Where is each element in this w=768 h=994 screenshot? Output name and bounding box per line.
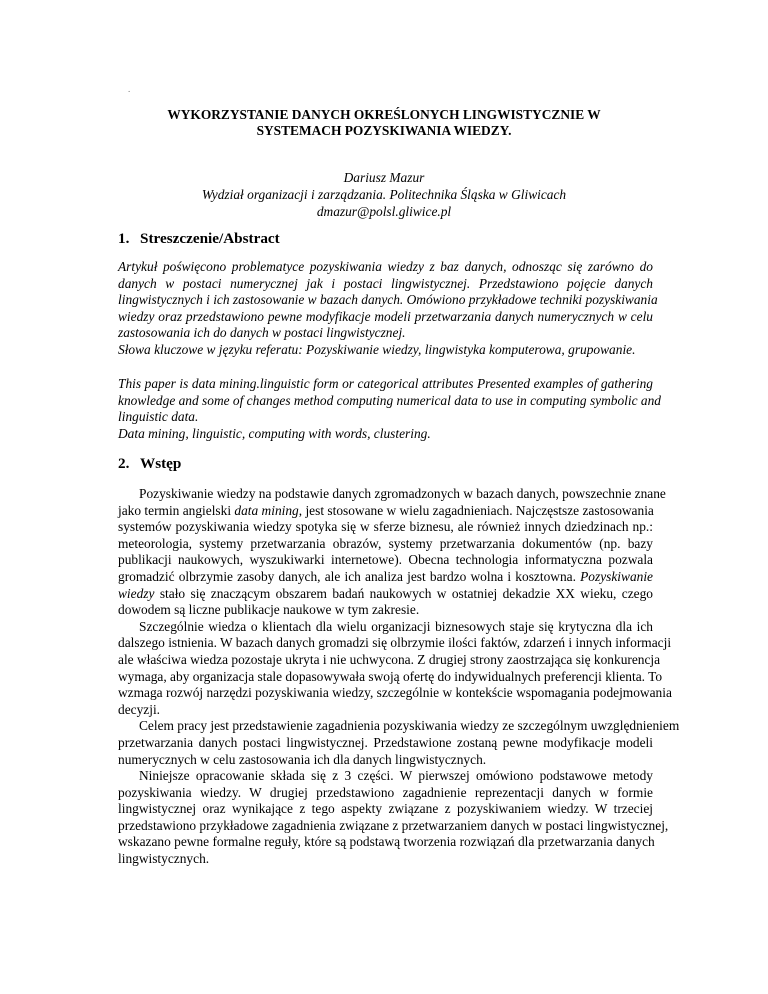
text-run: , jest stosowane w wielu zagadnieniach. Najczęstsze zastosowania	[298, 502, 654, 518]
term-pozyskiwanie: Pozyskiwanie	[580, 568, 653, 584]
author-block	[80, 169, 688, 220]
abstract-line: linguistic data.	[118, 409, 199, 425]
paragraph-line	[118, 586, 653, 603]
title-line: WYKORZYSTANIE DANYCH OKREŚLONYCH LINGWISTYCZNIE W	[167, 107, 601, 122]
paragraph-line: Celem pracy jest przedstawienie zagadnienia pozyskiwania wiedzy ze szczególnym uwzględnieniem	[139, 718, 680, 734]
paragraph-line: dowodem są liczne publikacje naukowe w tym zakresie.	[118, 602, 420, 618]
paragraph-line	[118, 569, 653, 586]
abstract-line: lingwistycznych i ich zastosowanie w bazach danych. Omówiono przykładowe techniki pozyskiwania	[118, 292, 658, 308]
paragraph-line: wskazano pewne formalne reguły, które są podstawą tworzenia rozwiązań dla przetwarzania danych	[118, 834, 655, 850]
author-name: Dariusz Mazur	[343, 170, 425, 185]
abstract-english	[118, 376, 661, 442]
text-run: stało się znaczącym obszarem badań naukowych w ostatniej dekadzie XX wieku, czego	[154, 585, 653, 601]
paper-title	[80, 107, 688, 139]
abstract-line: knowledge and some of changes method computing numerical data to use in computing symbolic and	[118, 392, 661, 408]
section-title: Wstęp	[140, 455, 182, 472]
section-number: 2.	[118, 455, 130, 472]
paragraph-line: przedstawiono przykładowe zagadnienia związane z przetwarzaniem danych w postaci lingwistycznej,	[118, 817, 669, 833]
paragraph-line: decyzji.	[118, 701, 161, 717]
page-marker: .	[128, 84, 131, 94]
term-wiedzy: wiedzy	[118, 585, 155, 601]
abstract-polish	[118, 259, 658, 359]
intro-body	[118, 486, 680, 868]
abstract-line: Artykuł poświęcono problematyce pozyskiwania wiedzy z baz danych, odnosząc się zarówno do	[118, 259, 653, 274]
term-data-mining: data mining	[234, 502, 299, 518]
paragraph-line: lingwistycznych.	[118, 851, 210, 867]
abstract-line: This paper is data mining.linguistic form or categorical attributes Presented examples of gathering	[118, 376, 653, 391]
paragraph-line: systemów pozyskiwania wiedzy spotyka się w sferze biznesu, ale również innych dziedzinach np.:	[118, 519, 653, 535]
paragraph-line: numerycznych w celu zastosowania ich dla danych lingwistycznych.	[118, 751, 487, 767]
paragraph-line: Niniejsze opracowanie składa się z 3 części. W pierwszej omówiono podstawowe metody	[139, 768, 653, 784]
paragraph-line: przetwarzania danych postaci lingwistycznej. Przedstawione zostaną pewne modyfikacje modeli	[118, 734, 653, 750]
keywords-english: Data mining, linguistic, computing with words, clustering.	[118, 425, 431, 441]
paragraph-line: publikacji naukowych, wyszukiwarki internetowe). Obecna technologia informatyczna pozwala	[118, 552, 653, 568]
paragraph-line	[118, 503, 653, 520]
paragraph-line: pozyskiwania wiedzy. W drugiej przedstawiono zagadnienie reprezentacji danych w formie	[118, 784, 653, 800]
paragraph-line: Szczególnie wiedza o klientach dla wielu organizacji biznesowych staje się krytyczna dla ich	[139, 618, 653, 634]
abstract-line: wiedzy oraz przedstawiono pewne modyfikacje modeli przetwarzania danych numerycznych w celu	[118, 308, 653, 324]
paragraph-line: Pozyskiwanie wiedzy na podstawie danych zgromadzonych w bazach danych, powszechnie znane	[139, 486, 666, 501]
author-email[interactable]: dmazur@polsl.gliwice.pl	[316, 204, 452, 219]
section-number: 1.	[118, 230, 130, 247]
text-run: gromadzić olbrzymie zasoby danych, ale ich analiza jest bardzo wolna i kosztowna.	[118, 568, 581, 584]
paragraph-line: ale właściwa wiedza pozostaje ukryta i nie uchwycona. Z drugiej strony zaostrzająca się konkurencja	[118, 651, 661, 667]
section-title: Streszczenie/Abstract	[140, 230, 280, 247]
paragraph-line: wymaga, aby organizacja stale dopasowywała swoją ofertę do indywidualnych preferencji klienta. To	[118, 668, 663, 684]
abstract-line: danych w postaci numerycznej jak i postaci lingwistycznej. Przedstawiono pojęcie danych	[118, 275, 653, 291]
title-line: SYSTEMACH POZYSKIWANIA WIEDZY.	[256, 123, 512, 138]
text-run: jako termin angielski	[118, 502, 235, 518]
keywords-polish: Słowa kluczowe w języku referatu: Pozyskiwanie wiedzy, lingwistyka komputerowa, grupowanie.	[118, 341, 636, 357]
paragraph-line: lingwistycznej oraz wynikające z tego aspekty związane z pozyskiwaniem wiedzy. W trzeciej	[118, 801, 653, 817]
paragraph-line: meteorologia, systemy przetwarzania obrazów, systemy przetwarzania dokumentów (np. bazy	[118, 535, 653, 551]
author-affiliation: Wydział organizacji i zarządzania. Politechnika Śląska w Gliwicach	[201, 187, 567, 202]
abstract-line: zastosowania ich do danych w postaci lingwistycznej.	[118, 325, 406, 341]
section-heading-intro	[118, 455, 181, 473]
section-heading-abstract	[118, 230, 280, 248]
paragraph-line: wzmaga rozwój narzędzi pozyskiwania wiedzy, szczególnie w kontekście wspomagania podejmowania	[118, 685, 672, 701]
paragraph-line: dalszego istnienia. W bazach danych gromadzi się olbrzymie ilości faktów, zdarzeń i innych informacji	[118, 635, 672, 651]
